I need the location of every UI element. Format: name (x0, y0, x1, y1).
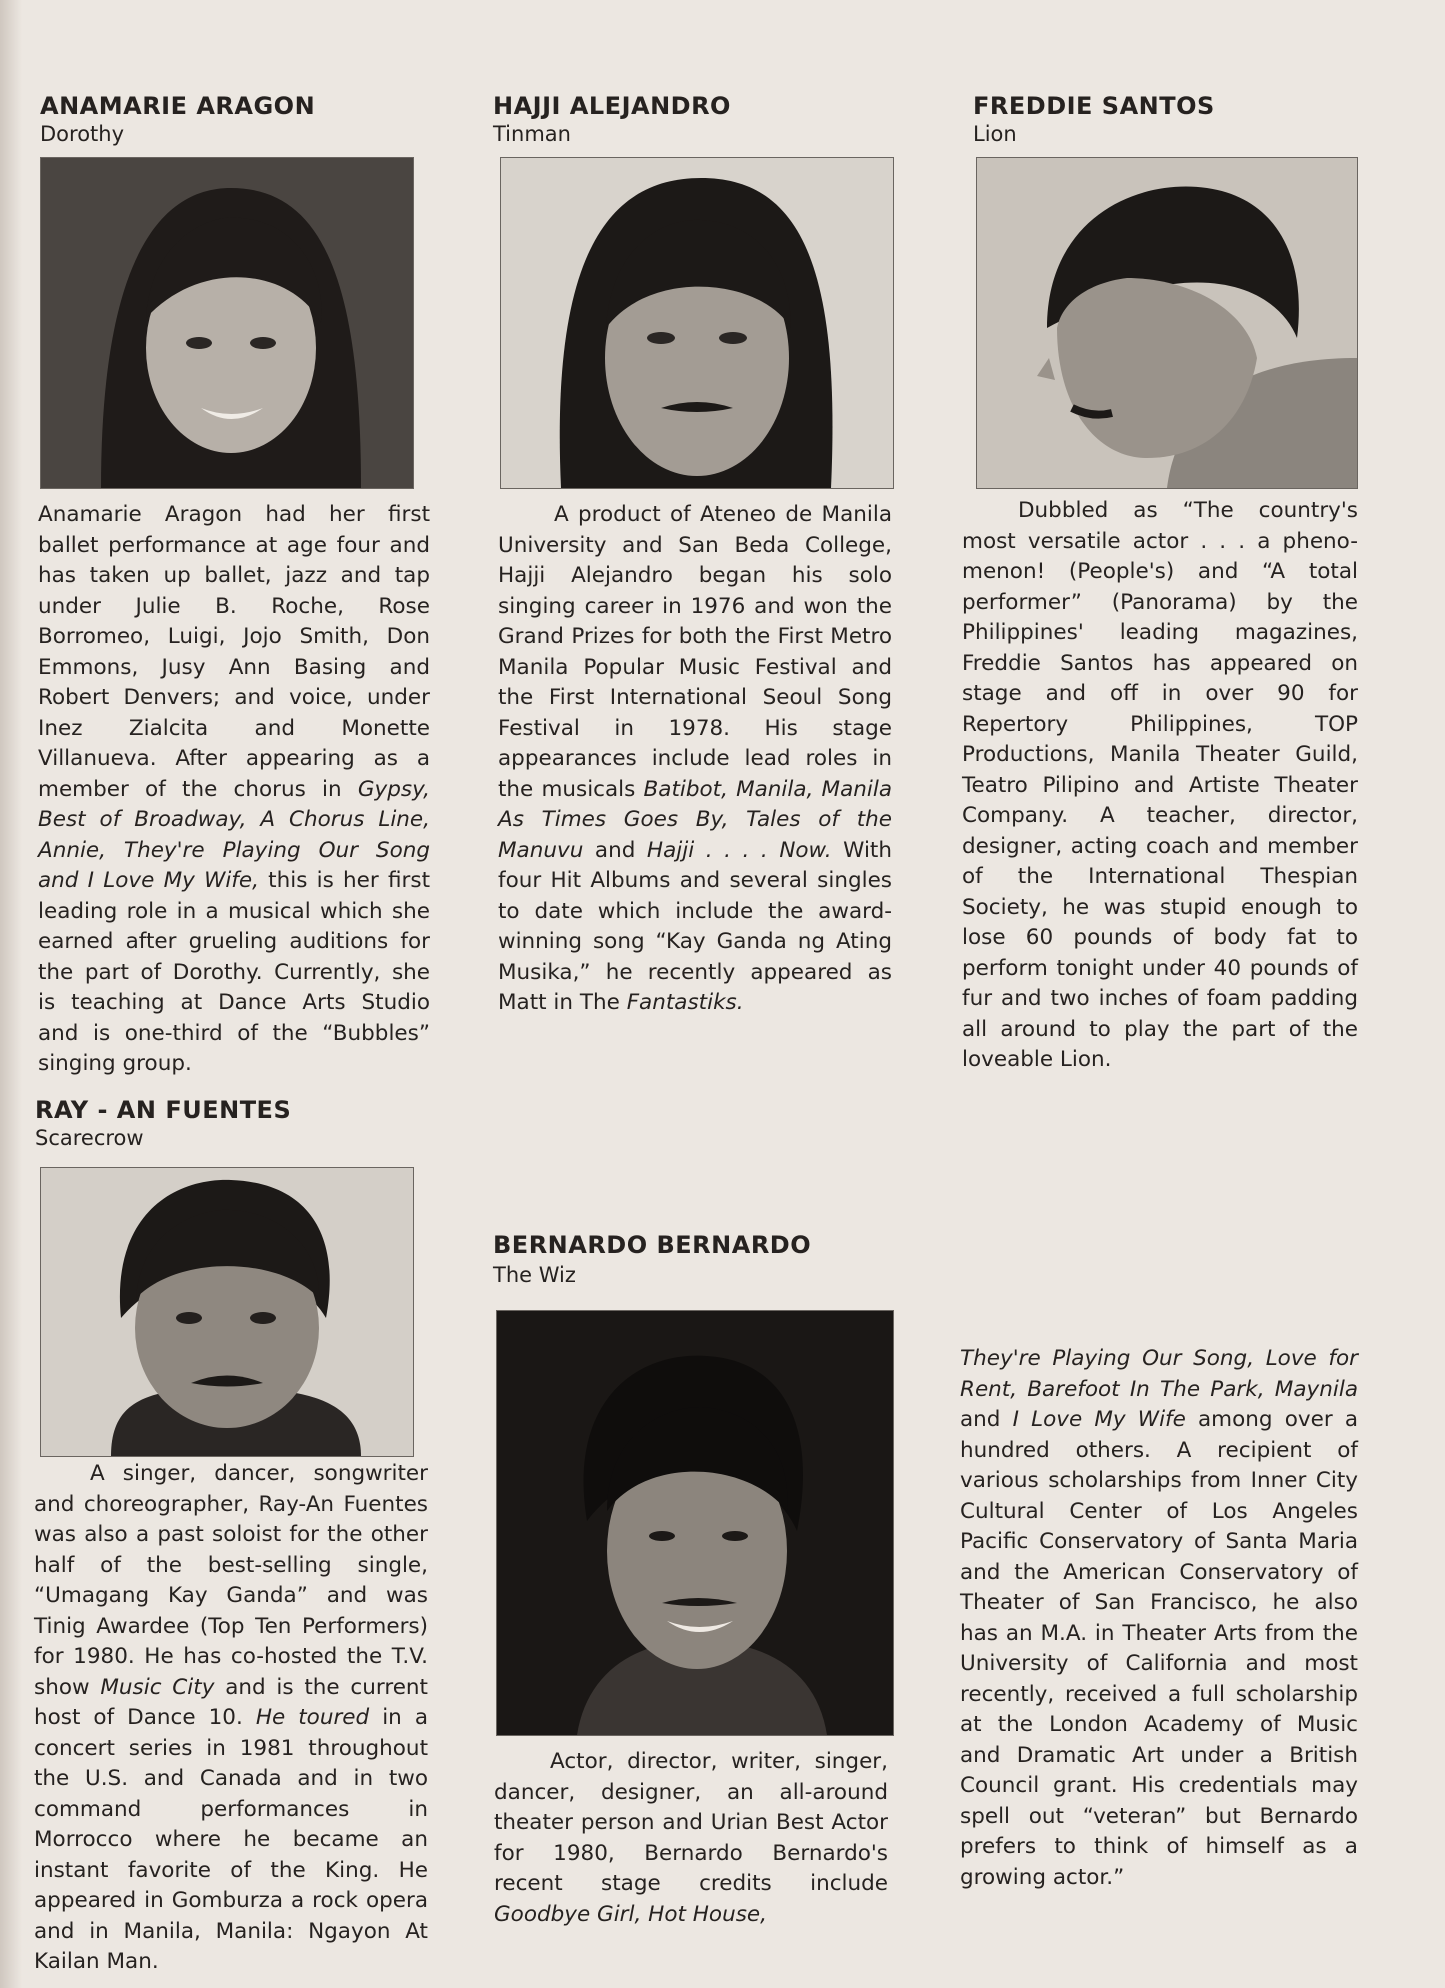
bio-bernardo: Actor, director, writer, singer, dancer, designer, an all-around theater person and Urian Best Actor for 1980, Bernardo Bernardo's recent stage credits include Goodbye Girl, Hot House, (494, 1749, 888, 1927)
portrait-freddie-image (977, 158, 1357, 488)
cast-role-hajji: Tinman (493, 122, 571, 146)
cast-name-anamarie: ANAMARIE ARAGON (40, 92, 316, 120)
bio-anamarie: Anamarie Aragon had her first ballet performance at age four and has taken up ballet, jazz and tap under Julie B. Roche, Rose Borromeo, Luigi, Jojo Smith, Don Emmons, Jusy Ann Basing and Robert Denvers; and voice, under Inez Zialcita and Monette Villanueva. After appearing as a member of the chorus in Gypsy, Best of Broadway, A Chorus Line, Annie, They're Playing Our Song and I Love My Wife, this is her first leading role in a musical which she earned after grueling auditions for the part of Dorothy. Currently, she is teaching at Dance Arts Studio and is one-third of the “Bubbles” singing group. (38, 502, 430, 1076)
cast-role-freddie: Lion (973, 122, 1017, 146)
portrait-bernardo-image (497, 1311, 893, 1735)
cast-name-freddie: FREDDIE SANTOS (973, 92, 1215, 120)
page-binding-edge (0, 0, 22, 1988)
photo-anamarie (40, 157, 414, 489)
cast-role-rayan: Scarecrow (35, 1126, 144, 1150)
portrait-rayan-image (41, 1168, 413, 1456)
cast-role-bernardo: The Wiz (493, 1263, 576, 1287)
portrait-anamarie-image (41, 158, 413, 488)
cast-role-anamarie: Dorothy (40, 122, 125, 146)
cast-name-rayan: RAY - AN FUENTES (35, 1096, 292, 1124)
bio-freddie: Dubbled as “The country's most versatile actor . . . a pheno-menon! (People's) and “A total performer” (Panorama) by the Philippines' leading magazines, Freddie Santos has appeared on stage and off in over 90 for Repertory Philippines, TOP Productions, Manila Theater Guild, Teatro Pilipino and Artiste Theater Company. A teacher, director, designer, acting coach and member of the International Thespian Society, he was stupid enough to lose 60 pounds of body fat to perform tonight under 40 pounds of fur and two inches of foam padding all around to play the part of the loveable Lion. (962, 498, 1358, 1072)
photo-rayan (40, 1167, 414, 1457)
bio-bernardo-continued: They're Playing Our Song, Love for Rent, Barefoot In The Park, Maynila and I Love My Wife among over a hundred others. A recipient of various scholarships from Inner City Cultural Center of Los Angeles Pacific Conservatory of Santa Maria and the American Conservatory of Theater of San Francisco, he also has an M.A. in Theater Arts from the University of California and most recently, received a full scholarship at the London Academy of Music and Dramatic Art under a British Council grant. His credentials may spell out “veteran” but Bernardo prefers to think of himself as a growing actor.” (960, 1346, 1358, 1890)
cast-name-bernardo: BERNARDO BERNARDO (493, 1231, 812, 1259)
bio-rayan: A singer, dancer, songwriter and choreographer, Ray-An Fuentes was also a past soloist for the other half of the best-selling single, “Umagang Kay Ganda” and was Tinig Awardee (Top Ten Performers) for 1980. He has co-hosted the T.V. show Music City and is the current host of Dance 10. He toured in a concert series in 1981 throughout the U.S. and Canada and in two command performances in Morrocco where he became an instant favorite of the King. He appeared in Gomburza a rock opera and in Manila, Manila: Ngayon At Kailan Man. (34, 1461, 428, 1974)
cast-name-hajji: HAJJI ALEJANDRO (493, 92, 731, 120)
photo-hajji (500, 157, 894, 489)
bio-hajji: A product of Ateneo de Manila University and San Beda College, Hajji Alejandro began his solo singing career in 1976 and won the Grand Prizes for both the First Metro Manila Popular Music Festival and the First International Seoul Song Festival in 1978. His stage appearances include lead roles in the musicals Batibot, Manila, Manila As Times Goes By, Tales of the Manuvu and Hajji . . . . Now. With four Hit Albums and several singles to date which include the award-winning song “Kay Ganda ng Ating Musika,” he recently appeared as Matt in The Fantastiks. (498, 502, 892, 1015)
photo-freddie (976, 157, 1358, 489)
photo-bernardo (496, 1310, 894, 1736)
portrait-hajji-image (501, 158, 893, 488)
